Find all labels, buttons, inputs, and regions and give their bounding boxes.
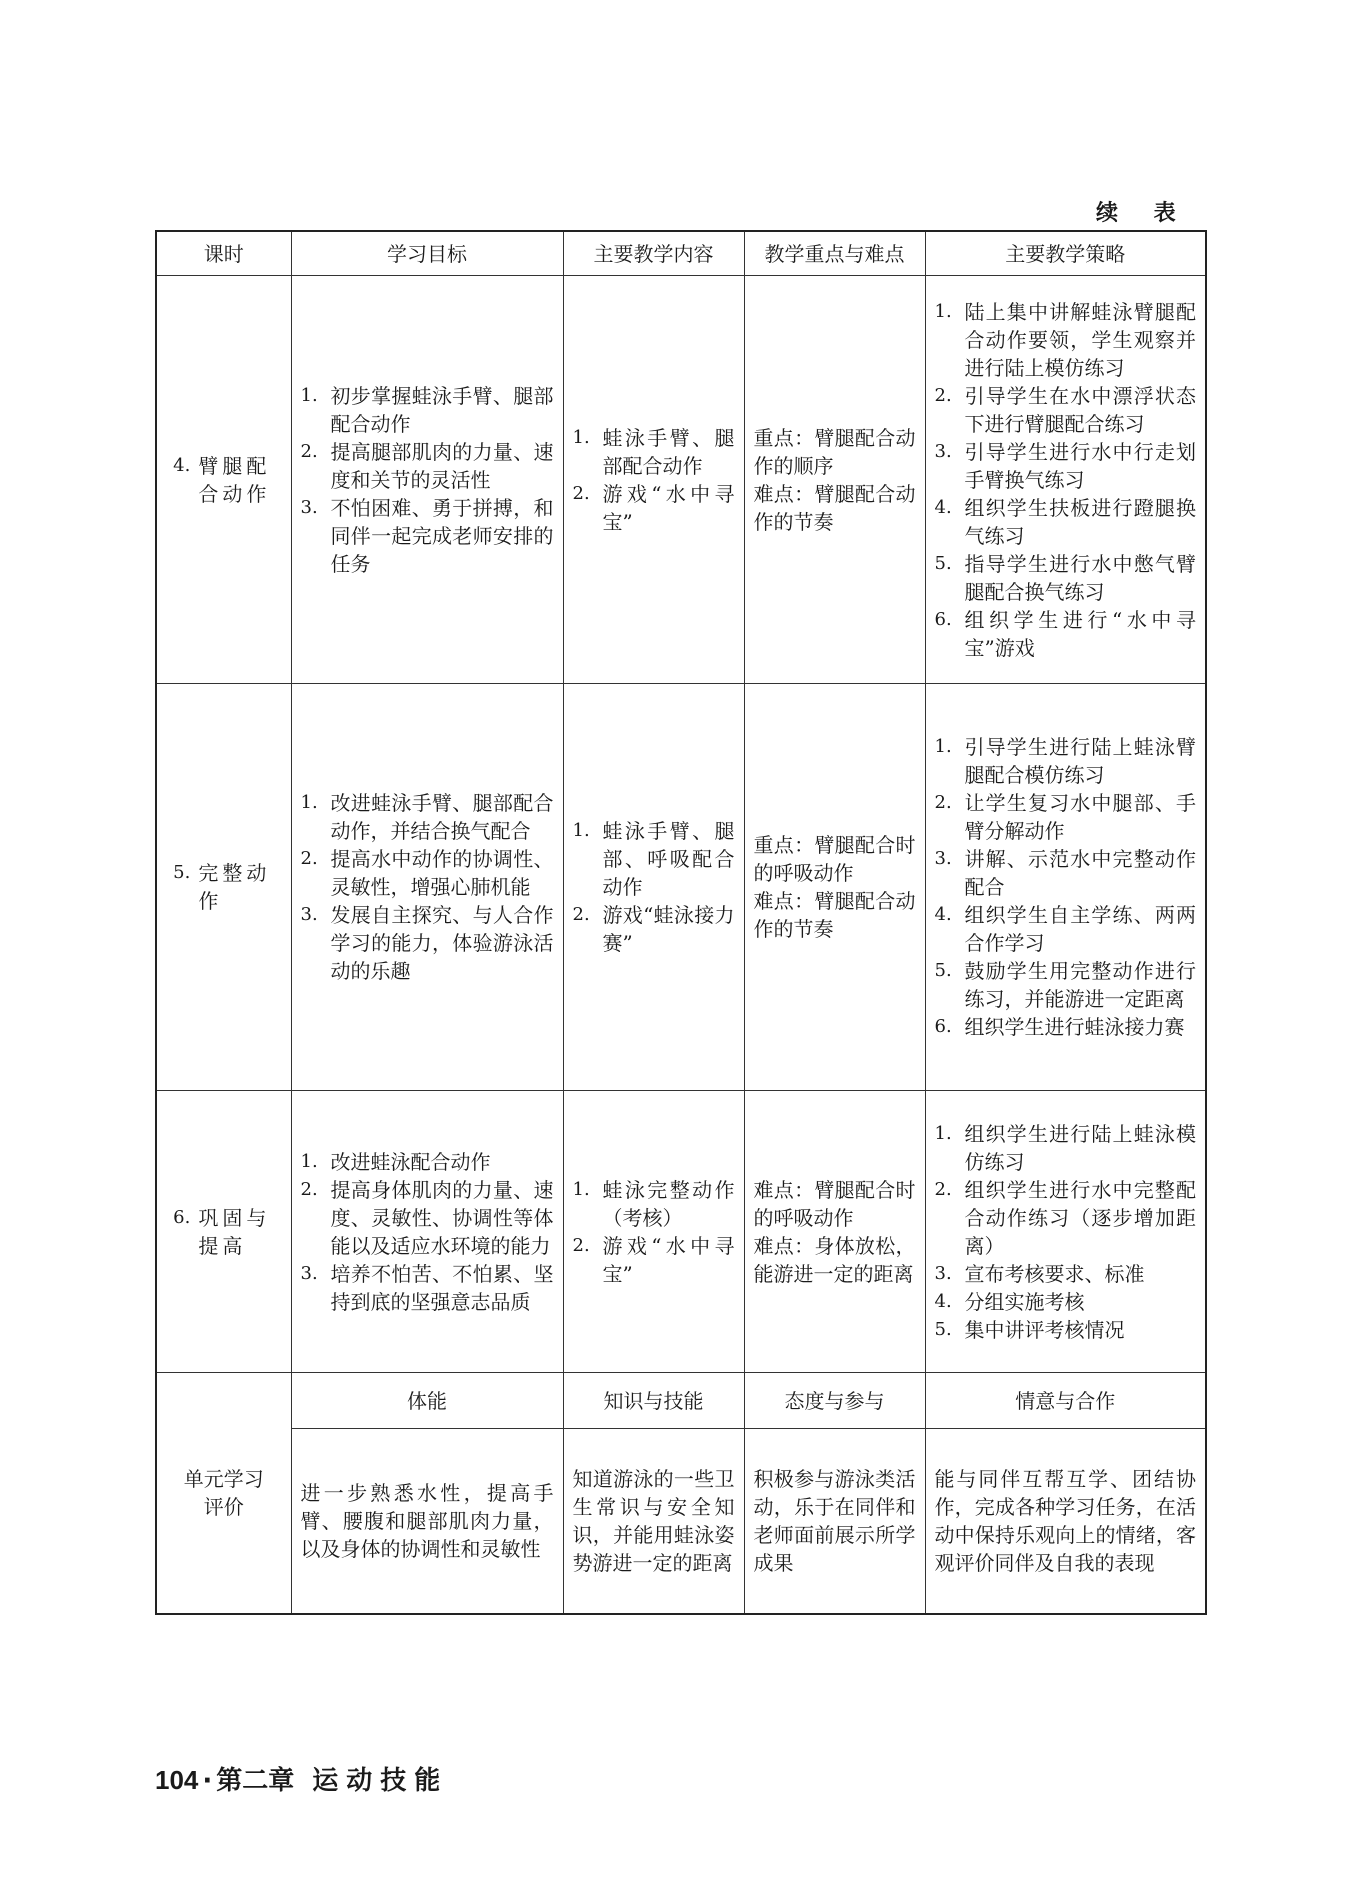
evaluation-header-fitness: 体能 — [291, 1373, 563, 1429]
lesson-rows — [156, 276, 1206, 1614]
key-points-cell — [744, 1091, 925, 1373]
item-text: 游戏“水中寻宝” — [602, 1233, 735, 1286]
item-text: 集中讲评考核情况 — [964, 1317, 1125, 1342]
item-number: 6. — [934, 1016, 952, 1037]
item-number: 2. — [934, 384, 952, 406]
list-item — [935, 550, 1197, 606]
key-point: 重点：臂腿配合动作的顺序 — [753, 425, 916, 478]
header-lesson: 课时 — [156, 231, 291, 276]
list-item — [573, 424, 735, 480]
list-item — [573, 480, 735, 536]
item-text: 组织学生进行“水中寻宝”游戏 — [964, 607, 1196, 660]
item-text: 游戏“蛙泳接力赛” — [602, 903, 735, 955]
item-number: 1. — [934, 736, 952, 757]
item-text: 宣布考核要求、标准 — [964, 1261, 1145, 1286]
difficult-point: 难点：身体放松，能游进一定的距离 — [753, 1233, 916, 1286]
list-item — [935, 1120, 1197, 1176]
item-number: 2. — [300, 848, 318, 869]
item-number: 3. — [300, 904, 318, 925]
list-item — [935, 845, 1197, 901]
evaluation-fitness: 进一步熟悉水性，提高手臂、腰腹和腿部肌肉力量，以及身体的协调性和灵敏性 — [291, 1429, 563, 1614]
item-number: 1. — [934, 300, 952, 322]
table-row — [156, 1091, 1206, 1373]
list-item — [301, 1260, 554, 1316]
item-number: 1. — [934, 1122, 952, 1144]
content-cell — [563, 276, 744, 684]
lesson-cell — [156, 276, 291, 684]
item-text: 蛙泳手臂、腿部配合动作 — [602, 425, 735, 478]
item-number: 4. — [934, 1290, 952, 1312]
list-item — [573, 901, 735, 957]
evaluation-header-attitude: 态度与参与 — [744, 1373, 925, 1429]
list-item — [935, 298, 1197, 382]
list-item — [935, 901, 1197, 957]
footer-separator: · — [202, 1766, 213, 1796]
item-text: 组织学生进行蛙泳接力赛 — [964, 1015, 1185, 1039]
item-number: 5. — [934, 552, 952, 574]
item-text: 讲解、示范水中完整动作配合 — [964, 847, 1196, 899]
item-number: 3. — [934, 440, 952, 462]
lesson-title: 巩固与提高 — [198, 1205, 271, 1258]
table-row — [156, 684, 1206, 1091]
list-item — [935, 438, 1197, 494]
item-number: 1. — [300, 792, 318, 813]
item-text: 陆上集中讲解蛙泳臂腿配合动作要领，学生观察并进行陆上模仿练习 — [964, 299, 1196, 380]
item-number: 5. — [934, 960, 952, 981]
item-text: 改进蛙泳手臂、腿部配合动作，并结合换气配合 — [330, 791, 554, 843]
chapter-label: 第二章 — [216, 1766, 295, 1796]
list-item — [301, 845, 554, 901]
evaluation-emotion: 能与同伴互帮互学、团结协作，完成各种学习任务，在活动中保持乐观向上的情绪，客观评价同伴及自我的表现 — [925, 1429, 1206, 1614]
lesson-title: 臂腿配合动作 — [198, 453, 271, 506]
item-text: 培养不怕苦、不怕累、坚持到底的坚强意志品质 — [330, 1261, 554, 1314]
item-number: 2. — [572, 904, 590, 925]
page-footer — [155, 1760, 448, 1797]
item-number: 2. — [934, 1178, 952, 1200]
list-item — [301, 494, 554, 578]
list-item — [935, 494, 1197, 550]
item-text: 初步掌握蛙泳手臂、腿部配合动作 — [330, 383, 554, 436]
content-cell — [563, 1091, 744, 1373]
evaluation-knowledge: 知道游泳的一些卫生常识与安全知识，并能用蛙泳姿势游进一定的距离 — [563, 1429, 744, 1614]
item-number: 5. — [934, 1318, 952, 1340]
item-text: 提高腿部肌肉的力量、速度和关节的灵活性 — [330, 439, 554, 492]
strategies-cell — [925, 276, 1206, 684]
item-text: 提高身体肌肉的力量、速度、灵敏性、协调性等体能以及适应水环境的能力 — [330, 1177, 554, 1258]
list-item — [935, 382, 1197, 438]
item-text: 改进蛙泳配合动作 — [330, 1149, 491, 1174]
evaluation-label: 单元学习评价 — [183, 1466, 264, 1519]
item-number: 2. — [300, 440, 318, 462]
evaluation-content-row — [156, 1429, 1206, 1614]
item-text: 分组实施考核 — [964, 1289, 1085, 1314]
list-item — [573, 1232, 735, 1288]
item-number: 2. — [572, 482, 590, 504]
item-text: 提高水中动作的协调性、灵敏性，增强心肺机能 — [330, 847, 554, 899]
item-text: 引导学生在水中漂浮状态下进行臂腿配合练习 — [964, 383, 1196, 436]
item-text: 游戏“水中寻宝” — [602, 481, 735, 534]
item-number: 1. — [572, 820, 590, 841]
page-number: 104 — [155, 1765, 199, 1795]
key-point: 重点：臂腿配合时的呼吸动作 — [753, 833, 916, 885]
item-number: 1. — [572, 1178, 590, 1200]
item-number: 4. — [934, 496, 952, 518]
item-text: 蛙泳完整动作（考核） — [602, 1177, 735, 1230]
list-item — [301, 1176, 554, 1260]
header-objectives: 学习目标 — [291, 231, 563, 276]
list-item — [301, 789, 554, 845]
item-number: 6. — [934, 608, 952, 630]
lesson-number: 4. — [173, 454, 191, 476]
item-text: 组织学生扶板进行蹬腿换气练习 — [964, 495, 1196, 548]
evaluation-header-row — [156, 1373, 1206, 1429]
continued-table-label: 续 表 — [1096, 201, 1190, 226]
objectives-cell — [291, 684, 563, 1091]
list-item — [935, 1316, 1197, 1344]
lesson-number: 5. — [173, 862, 191, 883]
header-strategies: 主要教学策略 — [925, 231, 1206, 276]
list-item — [935, 733, 1197, 789]
list-item — [935, 1176, 1197, 1260]
table-header-row — [156, 231, 1206, 276]
list-item — [573, 1176, 735, 1232]
item-text: 发展自主探究、与人合作学习的能力，体验游泳活动的乐趣 — [330, 903, 554, 983]
strategies-cell — [925, 1091, 1206, 1373]
evaluation-label-cell — [156, 1373, 291, 1614]
lesson-title: 完整动作 — [198, 861, 271, 913]
chapter-title: 运动技能 — [312, 1766, 449, 1796]
item-number: 2. — [934, 792, 952, 813]
item-text: 组织学生进行水中完整配合动作练习（逐步增加距离） — [964, 1177, 1196, 1258]
lesson-number: 6. — [173, 1206, 191, 1228]
list-item — [301, 438, 554, 494]
list-item — [301, 1148, 554, 1176]
list-item — [935, 606, 1197, 662]
header-key-points: 教学重点与难点 — [744, 231, 925, 276]
item-text: 组织学生自主学练、两两合作学习 — [964, 903, 1196, 955]
item-number: 2. — [572, 1234, 590, 1256]
difficult-point: 难点：臂腿配合时的呼吸动作 — [753, 1177, 916, 1230]
list-item — [935, 789, 1197, 845]
item-text: 让学生复习水中腿部、手臂分解动作 — [964, 791, 1196, 843]
item-number: 1. — [300, 1150, 318, 1172]
content-cell — [563, 684, 744, 1091]
strategies-cell — [925, 684, 1206, 1091]
item-number: 4. — [934, 904, 952, 925]
item-text: 组织学生进行陆上蛙泳模仿练习 — [964, 1121, 1196, 1174]
objectives-cell — [291, 276, 563, 684]
evaluation-header-knowledge: 知识与技能 — [563, 1373, 744, 1429]
list-item — [935, 957, 1197, 1013]
header-content: 主要教学内容 — [563, 231, 744, 276]
item-text: 指导学生进行水中憋气臂腿配合换气练习 — [964, 551, 1196, 604]
item-number: 3. — [300, 496, 318, 518]
list-item — [301, 382, 554, 438]
item-number: 1. — [300, 384, 318, 406]
lesson-cell — [156, 1091, 291, 1373]
item-number: 3. — [934, 1262, 952, 1284]
lesson-plan-table — [155, 230, 1207, 1615]
item-text: 鼓励学生用完整动作进行练习，并能游进一定距离 — [964, 959, 1196, 1011]
lesson-cell — [156, 684, 291, 1091]
list-item — [935, 1288, 1197, 1316]
item-number: 3. — [934, 848, 952, 869]
difficult-point: 难点：臂腿配合动作的节奏 — [753, 889, 916, 941]
list-item — [935, 1260, 1197, 1288]
objectives-cell — [291, 1091, 563, 1373]
item-text: 引导学生进行水中行走划手臂换气练习 — [964, 439, 1196, 492]
key-points-cell — [744, 276, 925, 684]
item-number: 1. — [572, 426, 590, 448]
evaluation-header-emotion: 情意与合作 — [925, 1373, 1206, 1429]
item-number: 3. — [300, 1262, 318, 1284]
list-item — [301, 901, 554, 985]
item-text: 不怕困难、勇于拼搏，和同伴一起完成老师安排的任务 — [330, 495, 554, 576]
list-item — [935, 1013, 1197, 1041]
item-text: 引导学生进行陆上蛙泳臂腿配合模仿练习 — [964, 735, 1196, 787]
list-item — [573, 817, 735, 901]
evaluation-attitude: 积极参与游泳类活动，乐于在同伴和老师面前展示所学成果 — [744, 1429, 925, 1614]
table-row — [156, 276, 1206, 684]
difficult-point: 难点：臂腿配合动作的节奏 — [753, 481, 916, 534]
item-text: 蛙泳手臂、腿部、呼吸配合动作 — [602, 819, 735, 899]
item-number: 2. — [300, 1178, 318, 1200]
key-points-cell — [744, 684, 925, 1091]
